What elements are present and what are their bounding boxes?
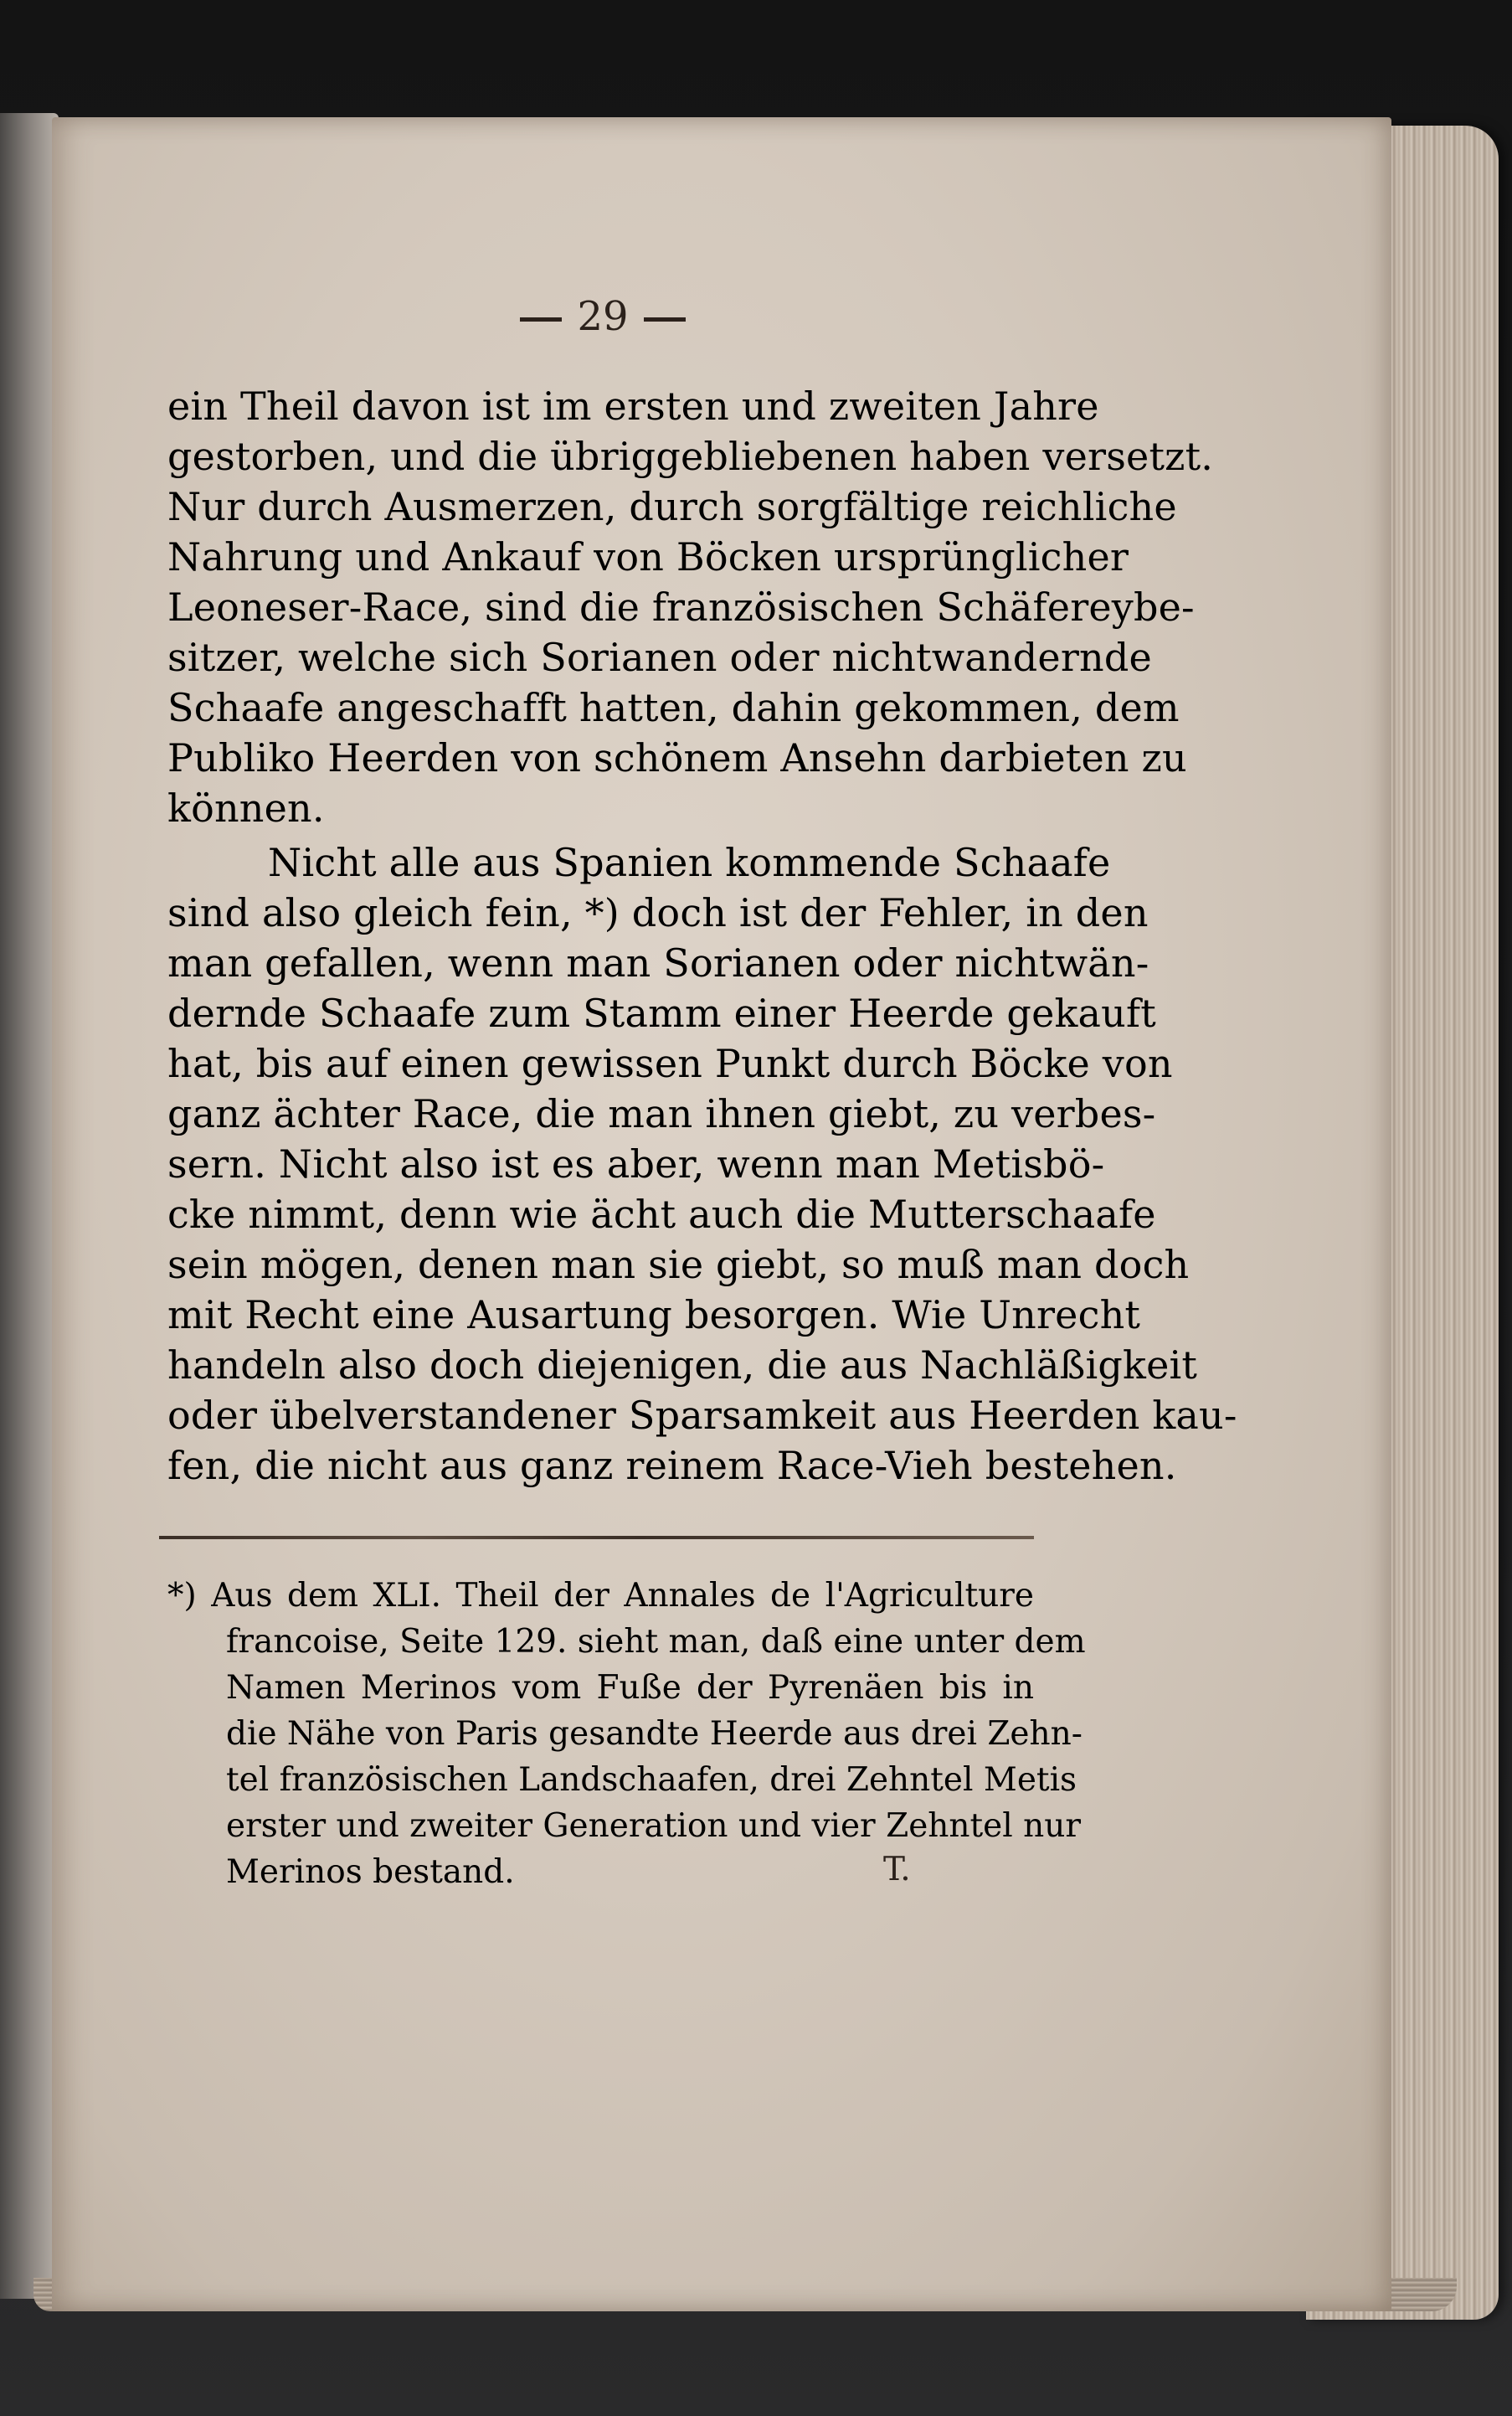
footnote-line: die Nähe von Paris gesandte Heerde aus drei Zehn- — [226, 1715, 1083, 1753]
body-line: man gefallen, wenn man Sorianen oder nichtwän- — [167, 940, 1149, 986]
body-line: gestorben, und die übriggebliebenen haben versetzt. — [167, 434, 1214, 479]
body-line: sind also gleich fein, *) doch ist der Fehler, in den — [167, 890, 1149, 935]
footnote-line: erster und zweiter Generation und vier Zehntel nur — [226, 1807, 1082, 1845]
footnote-line: Namen Merinos vom Fuße der Pyrenäen bis in — [226, 1669, 1034, 1707]
body-line: Schaafe angeschafft hatten, dahin gekommen, dem — [167, 685, 1180, 730]
footnote-line: francoise, Seite 129. sieht man, daß eine unter dem — [226, 1623, 1086, 1661]
body-line: handeln also doch diejenigen, die aus Nachläßigkeit — [167, 1342, 1198, 1388]
footnote-separator — [159, 1536, 1034, 1539]
footnote-signature: T. — [883, 1851, 911, 1888]
body-line: Nicht alle aus Spanien kommende Schaafe — [268, 840, 1111, 885]
body-line: oder übelverstandener Sparsamkeit aus Heerden kau- — [167, 1393, 1237, 1438]
footnote-line: tel französischen Landschaafen, drei Zehntel Metis — [226, 1761, 1077, 1799]
body-line: sitzer, welche sich Sorianen oder nichtwandernde — [167, 635, 1152, 680]
body-line: sein mögen, denen man sie giebt, so muß man doch — [167, 1242, 1190, 1287]
body-line: ganz ächter Race, die man ihnen giebt, zu verbes- — [167, 1091, 1156, 1136]
footnote-line: *) Aus dem XLI. Theil der Annales de l'Agriculture — [167, 1577, 1034, 1615]
header-dash-right — [644, 317, 686, 322]
body-line: Publiko Heerden von schönem Ansehn darbieten zu — [167, 735, 1187, 780]
body-line: ein Theil davon ist im ersten und zweiten Jahre — [167, 384, 1099, 429]
body-line: Nahrung und Ankauf von Böcken ursprünglicher — [167, 534, 1129, 580]
body-line: Leoneser-Race, sind die französischen Schäfereybe- — [167, 585, 1195, 630]
body-line: können. — [167, 786, 325, 831]
body-line: mit Recht eine Ausartung besorgen. Wie Unrecht — [167, 1292, 1141, 1337]
body-line: Nur durch Ausmerzen, durch sorgfältige reichliche — [167, 484, 1177, 529]
body-line: cke nimmt, denn wie ächt auch die Mutterschaafe — [167, 1192, 1156, 1237]
page-number: 29 — [577, 293, 629, 340]
header-dash-left — [520, 317, 562, 322]
footnote-line: Merinos bestand. — [226, 1853, 515, 1891]
facing-page-edge — [0, 113, 59, 2299]
page-header — [469, 293, 737, 352]
body-line: dernde Schaafe zum Stamm einer Heerde gekauft — [167, 991, 1156, 1036]
body-line: hat, bis auf einen gewissen Punkt durch Böcke von — [167, 1041, 1173, 1086]
body-line: fen, die nicht aus ganz reinem Race-Vieh bestehen. — [167, 1443, 1177, 1488]
body-line: sern. Nicht also ist es aber, wenn man Metisbö- — [167, 1141, 1105, 1187]
